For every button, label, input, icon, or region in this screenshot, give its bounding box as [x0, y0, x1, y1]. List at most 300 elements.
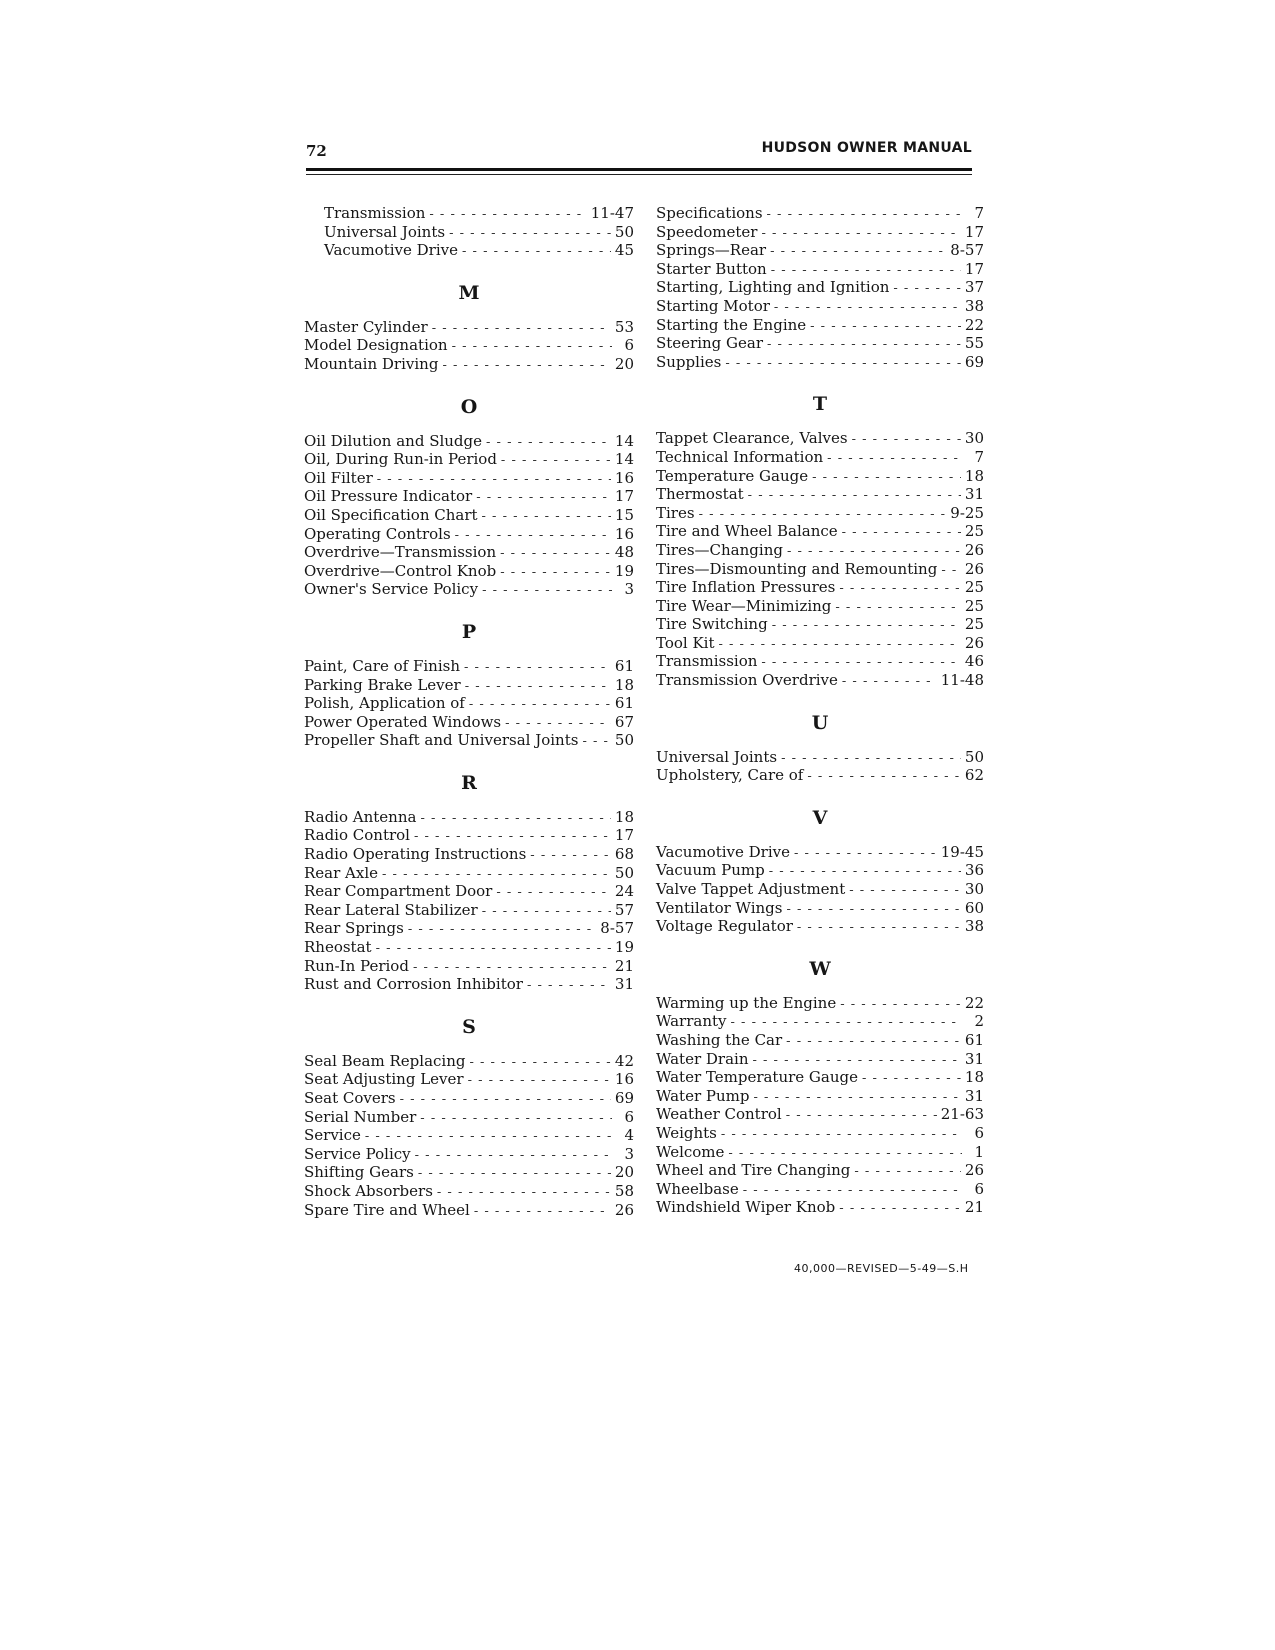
dot-leader: [842, 524, 961, 543]
entry-label: Temperature Gauge: [656, 466, 809, 485]
dot-leader: [781, 750, 961, 769]
dot-leader: [530, 847, 611, 866]
entry-page-number: 26: [964, 633, 984, 652]
entry-page-number: 50: [964, 747, 984, 766]
entry-page-number: 42: [614, 1051, 634, 1070]
entry-page-number: 68: [614, 845, 634, 864]
entry-page-number: 3: [624, 1144, 634, 1163]
entry-page-number: 25: [964, 596, 984, 615]
index-entry: [304, 676, 634, 695]
dot-leader: [807, 768, 961, 787]
entry-page-number: 7: [974, 447, 984, 466]
entry-page-number: 7: [974, 204, 984, 222]
dot-leader: [476, 489, 611, 508]
entry-label: Oil Filter: [304, 468, 373, 487]
entry-label: Radio Antenna: [304, 807, 417, 826]
dot-leader: [941, 562, 961, 581]
entry-label: Thermostat: [656, 485, 744, 504]
dot-leader: [748, 487, 961, 506]
entry-label: Model Designation: [304, 336, 448, 355]
entry-page-number: 2: [974, 1012, 984, 1031]
entry-label: Transmission: [656, 652, 758, 671]
entry-page-number: 69: [614, 1089, 634, 1107]
entry-page-number: 8-57: [950, 241, 984, 260]
dot-leader: [465, 678, 611, 697]
dot-leader: [464, 659, 611, 678]
entry-page-number: 30: [964, 429, 984, 448]
dot-leader: [761, 225, 960, 244]
index-entry: [656, 1180, 984, 1199]
entry-label: Propeller Shaft and Universal Joints: [304, 731, 579, 750]
entry-label: Water Drain: [656, 1049, 749, 1068]
entry-page-number: 25: [964, 615, 984, 634]
entry-label: Master Cylinder: [304, 317, 428, 336]
dot-leader: [582, 733, 610, 752]
entry-label: Power Operated Windows: [304, 712, 502, 731]
index-entry: [304, 543, 634, 562]
entry-label: Welcome: [656, 1142, 725, 1161]
entry-label: Specifications: [656, 204, 763, 222]
entry-page-number: 6: [624, 1107, 634, 1126]
entry-label: Tappet Clearance, Valves: [656, 429, 848, 448]
entry-page-number: 37: [964, 278, 984, 297]
entry-page-number: 26: [964, 559, 984, 578]
section-letter-heading: O: [460, 395, 478, 418]
dot-leader: [500, 564, 611, 583]
entry-page-number: 55: [964, 334, 984, 353]
index-entry: [656, 1105, 984, 1124]
header-rule-thin: [306, 174, 972, 175]
entry-label: Polish, Application of: [304, 694, 465, 713]
entry-label: Oil Dilution and Sludge: [304, 431, 483, 450]
entry-page-number: 26: [964, 1161, 984, 1180]
dot-leader: [839, 1200, 961, 1219]
index-column-right: [656, 204, 984, 1217]
entry-label: Run-In Period: [304, 956, 409, 975]
dot-leader: [786, 901, 960, 920]
entry-page-number: 31: [964, 1049, 984, 1068]
index-entry: [656, 1124, 984, 1143]
dot-leader: [474, 1203, 611, 1222]
index-entry: [656, 748, 984, 767]
entry-page-number: 4: [624, 1126, 634, 1145]
index-entry: [656, 260, 984, 279]
index-entry: [304, 808, 634, 827]
entry-label: Water Temperature Gauge: [656, 1068, 859, 1087]
entry-page-number: 31: [964, 485, 984, 504]
dot-leader: [500, 545, 611, 564]
entry-page-number: 53: [614, 317, 634, 336]
index-entry: [304, 506, 634, 525]
entry-page-number: 19: [614, 938, 634, 957]
index-entry: [656, 634, 984, 653]
index-entry: [656, 448, 984, 467]
entry-label: Springs—Rear: [656, 241, 767, 260]
dot-leader: [812, 469, 961, 488]
entry-label: Paint, Care of Finish: [304, 656, 460, 675]
entry-page-number: 17: [964, 222, 984, 241]
index-entry: [304, 432, 634, 451]
index-entry: [304, 318, 634, 337]
index-entry: [304, 1089, 634, 1108]
index-entry: [656, 560, 984, 579]
entry-page-number: 21: [614, 956, 634, 975]
entry-page-number: 45: [614, 241, 634, 260]
entry-page-number: 50: [614, 222, 634, 241]
entry-label: Washing the Car: [656, 1031, 783, 1049]
entry-label: Parking Brake Lever: [304, 675, 461, 694]
entry-label: Radio Control: [304, 826, 410, 845]
entry-label: Speedometer: [656, 222, 758, 241]
index-entry: [304, 938, 634, 957]
index-section: [304, 1016, 634, 1219]
index-section: [304, 396, 634, 599]
entry-page-number: 25: [964, 578, 984, 597]
entry-page-number: 9-25: [950, 503, 984, 522]
header-rule-thick: [306, 168, 972, 171]
page-number: 72: [306, 142, 327, 160]
continued-entries: [304, 204, 634, 260]
dot-leader: [400, 1091, 611, 1110]
index-entry: [656, 522, 984, 541]
entry-label: Tires—Dismounting and Remounting: [656, 559, 938, 578]
entry-page-number: 18: [964, 1068, 984, 1087]
entry-page-number: 20: [614, 354, 634, 373]
entry-page-number: 50: [614, 731, 634, 750]
index-entry: [656, 316, 984, 335]
dot-leader: [501, 452, 611, 471]
entry-label: Vacuum Pump: [656, 861, 765, 880]
dot-leader: [442, 357, 610, 376]
index-entry: [656, 541, 984, 560]
entry-page-number: 17: [614, 487, 634, 506]
entry-page-number: 19-45: [940, 842, 984, 861]
dot-leader: [486, 434, 611, 453]
dot-leader: [420, 1110, 612, 1129]
index-entry: [656, 1012, 984, 1031]
entry-page-number: 50: [614, 863, 634, 882]
dot-leader: [482, 582, 612, 601]
index-entry: [656, 994, 984, 1013]
index-entry: [304, 241, 634, 260]
entry-label: Rear Springs: [304, 919, 404, 938]
index-entry: [656, 1068, 984, 1087]
index-entry: [656, 1087, 984, 1106]
dot-leader: [840, 996, 961, 1015]
index-entry: [304, 1163, 634, 1182]
entry-page-number: 57: [614, 900, 634, 919]
entry-page-number: 14: [614, 450, 634, 469]
entry-page-number: 58: [614, 1181, 634, 1200]
entry-label: Starting, Lighting and Ignition: [656, 278, 890, 297]
index-entry: [656, 578, 984, 597]
dot-leader: [429, 206, 586, 225]
entry-label: Tire and Wheel Balance: [656, 522, 838, 541]
index-entry: [304, 525, 634, 544]
index-entry: [304, 1201, 634, 1220]
index-entry: [656, 1143, 984, 1162]
dot-leader: [797, 919, 961, 938]
dot-leader: [852, 431, 961, 450]
dot-leader: [482, 508, 611, 527]
entry-page-number: 16: [614, 1070, 634, 1089]
entry-page-number: 1: [974, 1142, 984, 1161]
entry-label: Technical Information: [656, 447, 824, 466]
dot-leader: [432, 320, 611, 339]
entry-label: Tires—Changing: [656, 540, 783, 559]
dot-leader: [376, 940, 611, 959]
entry-label: Voltage Regulator: [656, 917, 793, 936]
entry-label: Windshield Wiper Knob: [656, 1198, 836, 1217]
entry-page-number: 6: [974, 1179, 984, 1198]
entry-label: Operating Controls: [304, 524, 451, 543]
index-entry: [656, 1050, 984, 1069]
entry-page-number: 11-47: [590, 204, 634, 222]
index-entry: [656, 671, 984, 690]
index-entry: [304, 731, 634, 750]
entry-page-number: 17: [614, 826, 634, 845]
entry-page-number: 18: [964, 466, 984, 485]
entry-label: Transmission Overdrive: [656, 671, 838, 690]
entry-label: Seal Beam Replacing: [304, 1051, 466, 1070]
entry-label: Vacumotive Drive: [656, 842, 791, 861]
entry-page-number: 38: [964, 296, 984, 315]
entry-page-number: 31: [614, 975, 634, 994]
entry-label: Water Pump: [656, 1086, 750, 1105]
dot-leader: [452, 338, 612, 357]
entry-label: Starting Motor: [656, 296, 770, 315]
dot-leader: [827, 450, 962, 469]
index-entry: [656, 467, 984, 486]
entry-label: Serial Number: [304, 1107, 417, 1126]
entry-page-number: 30: [964, 880, 984, 899]
entry-label: Wheel and Tire Changing: [656, 1161, 851, 1180]
entry-page-number: 14: [614, 431, 634, 450]
entry-page-number: 3: [624, 580, 634, 599]
index-entry: [656, 843, 984, 862]
entry-label: Radio Operating Instructions: [304, 845, 527, 864]
dot-leader: [415, 1147, 612, 1166]
entry-page-number: 69: [964, 352, 984, 371]
index-entry: [656, 204, 984, 223]
dot-leader: [721, 1126, 962, 1145]
entry-page-number: 61: [964, 1031, 984, 1049]
entry-label: Tire Wear—Minimizing: [656, 596, 832, 615]
entry-label: Valve Tappet Adjustment: [656, 880, 846, 899]
dot-leader: [767, 206, 962, 225]
entry-page-number: 62: [964, 766, 984, 785]
entry-page-number: 31: [964, 1086, 984, 1105]
index-entry: [304, 864, 634, 883]
dot-leader: [786, 1107, 937, 1126]
dot-leader: [770, 243, 946, 262]
index-entry: [304, 657, 634, 676]
index-section: [304, 621, 634, 750]
index-entry: [656, 223, 984, 242]
print-run-footer: 40,000—REVISED—5-49—S.H: [794, 1262, 969, 1275]
section-letter-heading: P: [461, 620, 477, 643]
index-entry: [656, 1161, 984, 1180]
entry-label: Starter Button: [656, 259, 767, 278]
index-entry: [304, 204, 634, 223]
continued-entries: [656, 204, 984, 371]
entry-label: Tire Inflation Pressures: [656, 578, 836, 597]
entry-label: Weights: [656, 1123, 717, 1142]
entry-label: Vacumotive Drive: [324, 241, 459, 260]
dot-leader: [862, 1070, 961, 1089]
index-entry: [656, 615, 984, 634]
index-section: [656, 393, 984, 689]
entry-label: Supplies: [656, 352, 722, 371]
entry-label: Tire Switching: [656, 615, 768, 634]
entry-page-number: 24: [614, 882, 634, 901]
index-entry: [656, 917, 984, 936]
dot-leader: [449, 225, 611, 244]
entry-label: Wheelbase: [656, 1179, 739, 1198]
index-entry: [304, 975, 634, 994]
entry-label: Universal Joints: [656, 747, 778, 766]
entry-page-number: 6: [624, 336, 634, 355]
dot-leader: [468, 1072, 611, 1091]
section-letter-heading: W: [809, 957, 831, 980]
index-entry: [304, 694, 634, 713]
index-entry: [304, 1182, 634, 1201]
index-entry: [304, 1052, 634, 1071]
entry-page-number: 61: [614, 656, 634, 675]
entry-page-number: 26: [964, 540, 984, 559]
entry-page-number: 8-57: [600, 919, 634, 938]
dot-leader: [835, 599, 961, 618]
index-section: [656, 958, 984, 1217]
entry-label: Ventilator Wings: [656, 898, 783, 917]
index-entry: [656, 1031, 984, 1050]
entry-page-number: 18: [614, 807, 634, 826]
index-entry: [304, 826, 634, 845]
entry-page-number: 22: [964, 993, 984, 1012]
index-entry: [304, 469, 634, 488]
dot-leader: [786, 1033, 961, 1052]
index-entry: [656, 652, 984, 671]
entry-page-number: 16: [614, 524, 634, 543]
entry-label: Overdrive—Transmission: [304, 543, 497, 562]
entry-label: Tires: [656, 503, 695, 522]
entry-label: Rust and Corrosion Inhibitor: [304, 975, 523, 994]
index-entry: [304, 487, 634, 506]
index-entry: [304, 919, 634, 938]
index-entry: [656, 880, 984, 899]
entry-page-number: 38: [964, 917, 984, 936]
index-entry: [656, 334, 984, 353]
entry-label: Steering Gear: [656, 334, 764, 353]
entry-page-number: 25: [964, 522, 984, 541]
index-entry: [656, 766, 984, 785]
dot-leader: [849, 882, 961, 901]
running-title: HUDSON OWNER MANUAL: [761, 140, 972, 156]
index-entry: [304, 355, 634, 374]
entry-label: Upholstery, Care of: [656, 766, 804, 785]
entry-label: Weather Control: [656, 1105, 782, 1124]
index-section: [656, 712, 984, 785]
entry-label: Tool Kit: [656, 633, 715, 652]
entry-label: Overdrive—Control Knob: [304, 561, 497, 580]
entry-page-number: 46: [964, 652, 984, 671]
entry-page-number: 19: [614, 561, 634, 580]
index-entry: [656, 899, 984, 918]
dot-leader: [725, 355, 961, 374]
entry-label: Oil Pressure Indicator: [304, 487, 473, 506]
entry-page-number: 20: [614, 1163, 634, 1182]
dot-leader: [482, 903, 611, 922]
entry-label: Seat Adjusting Lever: [304, 1070, 464, 1089]
index-entry: [656, 241, 984, 260]
dot-leader: [753, 1089, 960, 1108]
section-letter-heading: M: [458, 281, 480, 304]
entry-label: Rear Compartment Door: [304, 882, 493, 901]
index-entry: [304, 336, 634, 355]
section-letter-heading: R: [461, 771, 477, 794]
entry-label: Warming up the Engine: [656, 993, 837, 1012]
entry-label: Rear Axle: [304, 863, 379, 882]
entry-label: Starting the Engine: [656, 315, 807, 334]
dot-leader: [420, 810, 610, 829]
entry-label: Seat Covers: [304, 1089, 396, 1107]
entry-page-number: 22: [964, 315, 984, 334]
index-entry: [304, 1070, 634, 1089]
index-entry: [656, 597, 984, 616]
dot-leader: [854, 1163, 961, 1182]
index-entry: [656, 297, 984, 316]
dot-leader: [462, 243, 611, 262]
page-header: [306, 140, 972, 164]
entry-label: Oil Specification Chart: [304, 505, 478, 524]
index-entry: [304, 1108, 634, 1127]
index-entry: [304, 1126, 634, 1145]
index-entry: [304, 450, 634, 469]
index-entry: [304, 901, 634, 920]
entry-page-number: 36: [964, 861, 984, 880]
index-entry: [656, 429, 984, 448]
index-entry: [304, 223, 634, 242]
entry-page-number: 11-48: [940, 671, 984, 690]
entry-page-number: 17: [964, 259, 984, 278]
dot-leader: [794, 845, 937, 864]
dot-leader: [408, 921, 596, 940]
index-entry: [656, 353, 984, 372]
entry-page-number: 18: [614, 675, 634, 694]
index-entry: [656, 278, 984, 297]
entry-page-number: 15: [614, 505, 634, 524]
entry-page-number: 21: [964, 1198, 984, 1217]
entry-label: Owner's Service Policy: [304, 580, 479, 599]
dot-leader: [469, 1054, 610, 1073]
index-column-left: [304, 204, 634, 1219]
dot-leader: [418, 1165, 611, 1184]
index-entry: [656, 485, 984, 504]
index-section: [304, 772, 634, 994]
entry-page-number: 67: [614, 712, 634, 731]
index-entry: [304, 957, 634, 976]
entry-page-number: 61: [614, 694, 634, 713]
index-entry: [304, 1145, 634, 1164]
section-letter-heading: U: [811, 711, 829, 734]
section-letter-heading: V: [812, 806, 828, 829]
index-entry: [656, 504, 984, 523]
index-entry: [656, 1198, 984, 1217]
dot-leader: [767, 336, 961, 355]
dot-leader: [527, 977, 611, 996]
dot-leader: [842, 673, 937, 692]
entry-label: Service Policy: [304, 1144, 411, 1163]
